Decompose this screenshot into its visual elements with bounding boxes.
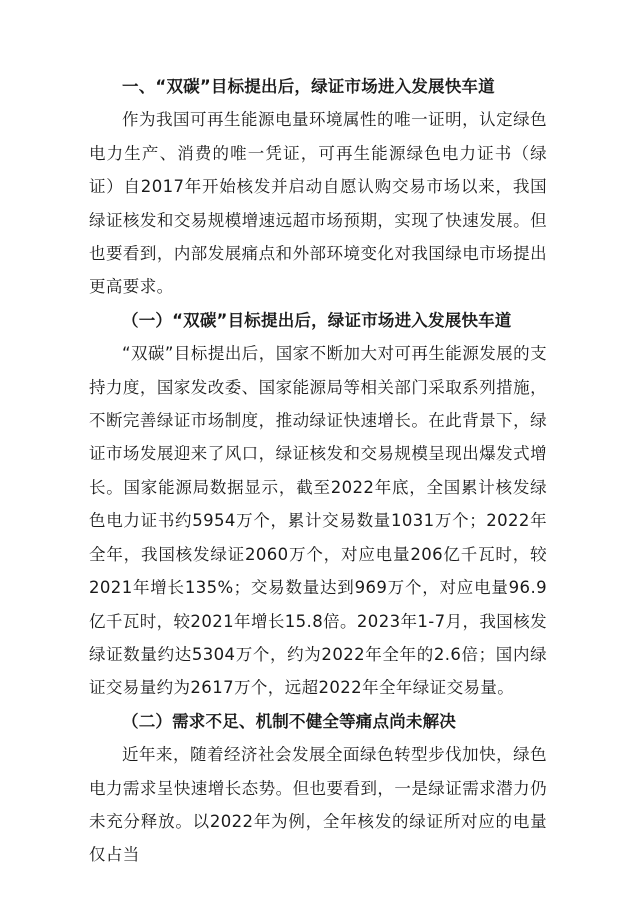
section-heading: 一、“双碳”目标提出后，绿证市场进入发展快车道 — [122, 77, 495, 96]
intro-paragraph: 作为我国可再生能源电量环境属性的唯一证明，认定绿色电力生产、消费的唯一凭证，可再生能源绿色电力证书（绿证）自2017年开始核发并启动自愿认购交易市场以来，我国绿证核发和交易规模增速远超市场预期，实现了快速发展。但也要看到，内部发展痛点和外部环境变化对我国绿电市场提出更高要求。 — [89, 110, 547, 297]
subsection-1-paragraph: “双碳”目标提出后，国家不断加大对可再生能源发展的支持力度，国家发改委、国家能源局等相关部门采取系列措施，不断完善绿证市场制度，推动绿证快速增长。在此背景下，绿证市场发展迎来了风口，绿证核发和交易规模呈现出爆发式增长。国家能源局数据显示，截至2022年底，全国累计核发绿色电力证书约5954万个，累计交易数量1031万个；2022年全年，我国核发绿证2060万个，对应电量206亿千瓦时，较2021年增长135%；交易数量达到969万个，对应电量96.9亿千瓦时，较2021年增长15.8倍。2023年1-7月，我国核发绿证数量约达5304万个，约为2022年全年的2.6倍；国内绿证交易量约为2617万个，远超2022年全年绿证交易量。 — [89, 344, 547, 698]
subsection-2-heading: （二）需求不足、机制不健全等痛点尚未解决 — [122, 711, 456, 731]
document-body — [89, 70, 547, 872]
subsection-2-paragraph: 近年来，随着经济社会发展全面绿色转型步伐加快，绿色电力需求呈快速增长态势。但也要看到，一是绿证需求潜力仍未充分释放。以2022年为例，全年核发的绿证所对应的电量仅占当 — [89, 745, 547, 865]
subsection-1-heading: （一）“双碳”目标提出后，绿证市场进入发展快车道 — [122, 310, 512, 330]
